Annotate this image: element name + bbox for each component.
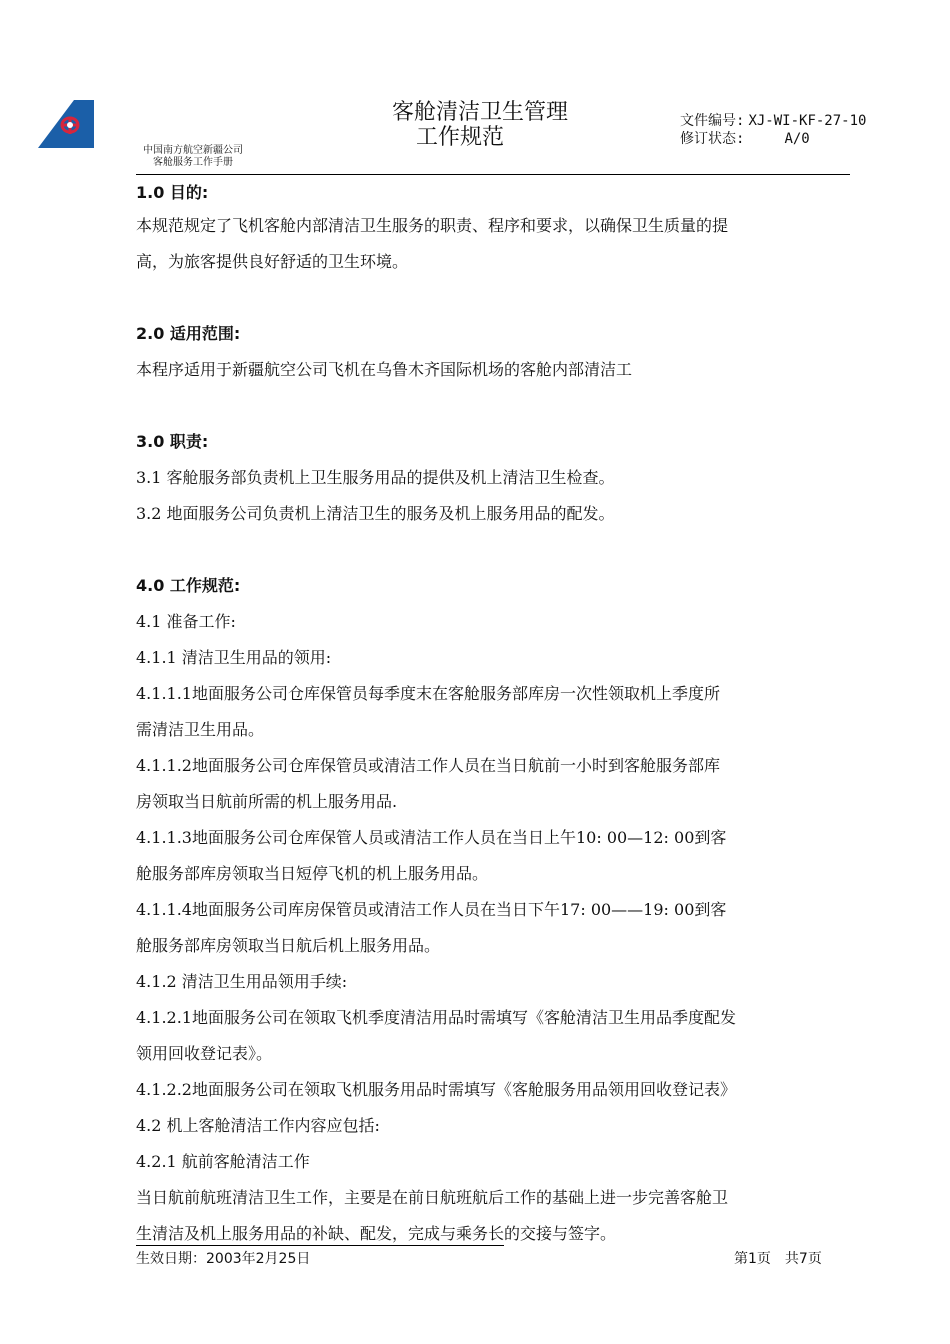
paragraph-line: 4.1.2.1地面服务公司在领取飞机季度清洁用品时需填写《客舱清洁卫生用品季度配发	[136, 1008, 736, 1027]
page-indicator	[734, 1248, 822, 1268]
blank-line	[136, 388, 852, 424]
page-total: 共7页	[784, 1251, 822, 1267]
paragraph-line: 4.1.1.4地面服务公司库房保管员或清洁工作人员在当日下午17: 00——19: 00到客	[136, 900, 727, 919]
blank-line	[136, 532, 852, 568]
paragraph-line: 4.1.1.2地面服务公司仓库保管员或清洁工作人员在当日航前一小时到客舱服务部库	[136, 756, 720, 775]
company-name: 中国南方航空新疆公司	[143, 145, 243, 156]
paragraph-line: 4.2.1 航前客舱清洁工作	[136, 1152, 310, 1171]
page-current: 第1页	[734, 1251, 771, 1267]
effective-date: 生效日期：2003年2月25日	[136, 1251, 311, 1267]
paragraph-line: 舱服务部库房领取当日短停飞机的机上服务用品。	[136, 864, 489, 883]
document-meta	[680, 112, 866, 148]
header-divider	[136, 174, 850, 175]
paragraph-line: 当日航前航班清洁卫生工作，主要是在前日航班航后工作的基础上进一步完善客舱卫	[136, 1188, 729, 1207]
title-line-1: 客舱清洁卫生管理	[392, 100, 569, 125]
document-title	[380, 100, 610, 150]
paragraph-line: 本程序适用于新疆航空公司飞机在乌鲁木齐国际机场的客舱内部清洁工	[136, 360, 633, 379]
company-info	[143, 145, 243, 169]
paragraph-line: 4.1.2 清洁卫生用品领用手续:	[136, 972, 348, 991]
paragraph-line: 4.1.1 清洁卫生用品的领用:	[136, 648, 332, 667]
paragraph-line: 4.2 机上客舱清洁工作内容应包括:	[136, 1116, 380, 1135]
revision-row	[680, 130, 866, 148]
section-heading: 1.0 目的:	[136, 183, 209, 202]
paragraph-line: 舱服务部库房领取当日航后机上服务用品。	[136, 936, 441, 955]
paragraph-line: 生清洁及机上服务用品的补缺、配发，完成与乘务长的交接与签字。	[136, 1224, 617, 1243]
paragraph-line: 本规范规定了飞机客舱内部清洁卫生服务的职责、程序和要求，以确保卫生质量的提	[136, 216, 729, 235]
doc-number-value: XJ-WI-KF-27-10	[748, 113, 867, 129]
section-heading: 3.0 职责:	[136, 432, 209, 451]
revision-label: 修订状态:	[680, 131, 745, 147]
revision-value: A/0	[784, 131, 810, 147]
blank-line	[136, 280, 852, 316]
section-heading: 4.0 工作规范:	[136, 576, 241, 595]
paragraph-line: 4.1.1.3地面服务公司仓库保管人员或清洁工作人员在当日上午10: 00—12: 00到客	[136, 828, 727, 847]
paragraph-line: 需清洁卫生用品。	[136, 720, 265, 739]
paragraph-line: 房领取当日航前所需的机上服务用品.	[136, 792, 398, 811]
doc-number-label: 文件编号:	[680, 113, 745, 129]
footer-divider	[136, 1245, 504, 1246]
paragraph-line: 领用回收登记表》。	[136, 1044, 273, 1063]
paragraph-line: 高，为旅客提供良好舒适的卫生环境。	[136, 252, 409, 271]
document-body	[136, 178, 852, 1252]
doc-number-row	[680, 112, 866, 130]
section-heading: 2.0 适用范围:	[136, 324, 241, 343]
airline-logo	[28, 98, 94, 148]
title-line-2: 工作规范	[416, 125, 505, 150]
paragraph-line: 4.1.2.2地面服务公司在领取飞机服务用品时需填写《客舱服务用品领用回收登记表》	[136, 1080, 736, 1099]
paragraph-line: 4.1 准备工作:	[136, 612, 236, 631]
manual-name: 客舱服务工作手册	[153, 157, 233, 168]
paragraph-line: 3.1 客舱服务部负责机上卫生服务用品的提供及机上清洁卫生检查。	[136, 468, 615, 487]
paragraph-line: 4.1.1.1地面服务公司仓库保管员每季度末在客舱服务部库房一次性领取机上季度所	[136, 684, 720, 703]
paragraph-line: 3.2 地面服务公司负责机上清洁卫生的服务及机上服务用品的配发。	[136, 504, 615, 523]
